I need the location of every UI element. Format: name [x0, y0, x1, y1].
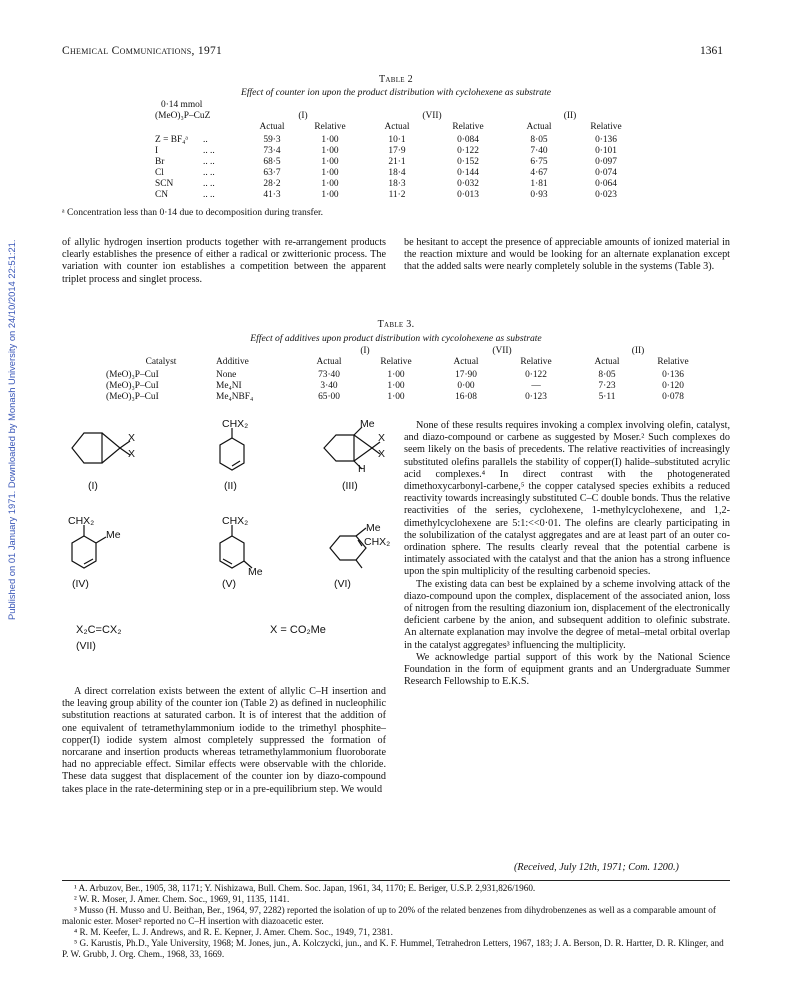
table2-cell: 18·4: [388, 168, 406, 178]
table3-row: [106, 392, 704, 403]
table2-cell: 1·81: [530, 179, 548, 189]
structure-v-me: Me: [248, 566, 263, 578]
table3-cell: 0·122: [525, 370, 547, 380]
table2-row-dots: .. ..: [203, 190, 215, 200]
structure-iii-h: H: [358, 463, 366, 475]
table2-row-label: SCN: [155, 179, 174, 189]
table2-cell: 0·144: [457, 168, 479, 178]
table3-cell: 65·00: [318, 392, 340, 402]
table2-cell: 0·023: [595, 190, 617, 200]
table3-cell: —: [531, 381, 541, 391]
table2-cell: 0·084: [457, 135, 479, 145]
table2-row-label: I: [155, 146, 159, 156]
structure-v-label: (V): [222, 578, 236, 590]
paragraph-left-bottom: A direct correlation exists between the extent of allylic C–H insertion and the leaving group ability of the counter ion (Table 2) as defined in nucleophilic substitution reactions at saturated carbon. It is of interest that the addition of one equivalent of tetramethylammonium iodide to the trimethyl phosphite–copper(I) iodide system almost completely suppressed the formation of norcarane and insertion products whereas tetramethylammonium fluoroborate had no appreciable effect. Similar effects were observable with the chloride. These data suggest that displacement of the counter ion by diazo-compound takes place in the rate-determining step or in a pre-equilibrium step. We would: [62, 686, 386, 795]
table3-cell: 73·40: [318, 370, 340, 380]
table2-cell: 1·00: [321, 168, 339, 178]
table2-corner-2: (MeO)₃P–CuZ: [155, 111, 211, 121]
structure-vi-sub: CHX₂: [364, 536, 391, 548]
table2-group: (VII): [422, 111, 442, 121]
table3-cell: 8·05: [598, 370, 616, 380]
table3-head: Actual: [594, 357, 620, 367]
table3-head: Catalyst: [145, 357, 177, 367]
table2-cell: 1·00: [321, 157, 339, 167]
structure-iv-sub: CHX₂: [68, 515, 95, 527]
download-notice: Published on 01 January 1971. Downloaded by Monash University on 24/10/2014 22:51:21.: [6, 239, 17, 620]
structure-iii-label: (III): [342, 480, 358, 492]
table2-row: [155, 157, 637, 168]
table2-cell: 28·2: [263, 179, 281, 189]
table2-cell: 73·4: [263, 146, 281, 156]
table2-cell: 0·097: [595, 157, 617, 167]
page-number: 1361: [700, 45, 723, 57]
table3-group: (II): [631, 346, 645, 356]
table3-cell: 7·23: [598, 381, 616, 391]
table2-cell: 1·00: [321, 135, 339, 145]
table2-cell: 4·67: [530, 168, 548, 178]
table2-cell: 10·1: [388, 135, 406, 145]
table2-row-dots: .. ..: [203, 179, 215, 189]
table2-cell: 0·074: [595, 168, 617, 178]
table3: [106, 346, 704, 403]
table2-row: [155, 135, 637, 146]
table2-footnote: ᵃ Concentration less than 0·14 due to decomposition during transfer.: [62, 207, 324, 218]
structure-i-x1: X: [128, 432, 136, 444]
table3-catalyst: (MeO)₃P–CuI: [106, 392, 159, 402]
table3-additive: None: [216, 370, 237, 380]
structure-vii-formula: X₂C=CX₂: [76, 624, 122, 636]
table2-cell: 18·3: [388, 179, 406, 189]
table2-row-dots: .. ..: [203, 168, 215, 178]
structure-v-ring: [220, 536, 244, 568]
table2-subhead: Relative: [452, 122, 484, 132]
table3-cell: 0·136: [662, 370, 684, 380]
table2-cell: 59·3: [263, 135, 281, 145]
table2-cell: 11·2: [388, 190, 406, 200]
table2-cell: 41·3: [263, 190, 281, 200]
table2-row-label: Cl: [155, 168, 164, 178]
structure-i-ring: [72, 433, 102, 463]
table2-cell: 63·7: [263, 168, 281, 178]
structures-figure: [62, 418, 392, 668]
structure-i-cyclopropane: [102, 433, 120, 463]
references: [62, 883, 730, 960]
paragraph-right-1: None of these results requires invoking a complex involving olefin, catalyst, and diazo-compound or carbene as suggested by Moser.² Such complexes do seem likely on the basis of precedents. The relative reactivities of increasingly substituted olefins parallels the stability of copper(I) halide–substituted acrylic acid complexes.⁴ In direct contrast with the photogenerated dimethoxycarbonyl-carbene,⁵ the copper catalysed species exhibits a reduced reactivity towards increasingly substituted C–C double bonds. Thus the relative reactivities of the series, cyclohexene, 1-methylcyclohexene, and 1,2-dimethylcyclohexene are 5:1:<<0·01. The olefins are clearly participating in the solubilization of the catalyst aggregates and are at least part of an outer co-ordination sphere. The results clearly reveal that the potential carbene is intimately associated with the catalyst and that the anion has a strong influence upon the spin multiplicity of the resulting carbenoid species.: [404, 420, 730, 578]
x-definition: X = CO₂Me: [270, 624, 326, 636]
paragraph-left-top: of allylic hydrogen insertion products together with re-arrangement products clearly establishes the presence of either a radical or zwitterionic process. The variation with counter ion establishes a competition between the apparent triplet process and singlet process.: [62, 237, 386, 285]
table3-catalyst: (MeO)₃P–CuI: [106, 370, 159, 380]
table3-cell: 1·00: [387, 370, 405, 380]
structure-ii-sub: CHX₂: [222, 418, 249, 430]
reference-3: ³ Musso (H. Musso and U. Beithan, Ber., 1964, 97, 2282) reported the isolation of up to 20% of the related benzenes from dihydrobenzenes as well as a comparable amount of malonic ester. Moser² reported no C–H insertion with diazoacetic ester.: [62, 905, 716, 926]
table2-cell: 1·00: [321, 146, 339, 156]
paragraph-right-2: The existing data can best be explained by a scheme involving attack of the diazo-compound upon the complex, displacement of the associated anion, loss of nitrogen from the resulting diazonium ion, displacement of the electronically deficient carbene by the anion, and subsequent addition to olefinic substrate. An alternate explanation may involve the degree of metal–metal orbital overlap in the catalyst aggregates³ influencing the multiplicity.: [404, 578, 730, 651]
table2-cell: 0·152: [457, 157, 479, 167]
table3-cell: 1·00: [387, 381, 405, 391]
table2-subhead: Relative: [590, 122, 622, 132]
journal-header: Chemical Communications, 1971: [62, 45, 223, 57]
table2-row: [155, 179, 637, 190]
reference-4: ⁴ R. M. Keefer, L. J. Andrews, and R. E. Kepner, J. Amer. Chem. Soc., 1949, 71, 2381.: [74, 927, 393, 937]
table2-group: (I): [298, 111, 308, 121]
table3-cell: 1·00: [387, 392, 405, 402]
table2-row-dots: .. ..: [203, 146, 215, 156]
table3-additive: Me₄NBF₄: [216, 392, 254, 402]
table3-head: Relative: [520, 357, 552, 367]
table2-subhead: Actual: [526, 122, 552, 132]
table3-row: [106, 381, 704, 392]
table3-cell: 17·90: [455, 370, 477, 380]
table3-cell: 3·40: [320, 381, 338, 391]
table3-head: Actual: [316, 357, 342, 367]
table3-catalyst: (MeO)₃P–CuI: [106, 381, 159, 391]
structure-iii-x2: X: [378, 448, 386, 460]
table3-additive: Me₄NI: [216, 381, 242, 391]
table2-cell: 6·75: [530, 157, 548, 167]
table2-group: (II): [563, 111, 577, 121]
table2-cell: 0·101: [595, 146, 617, 156]
structure-iii-x1: X: [378, 432, 386, 444]
table3-cell: 0·123: [525, 392, 547, 402]
structure-iv-me: Me: [106, 529, 121, 541]
structure-iii-me: Me: [360, 418, 375, 430]
table2-corner-1: 0·14 mmol: [161, 100, 203, 110]
reference-1: ¹ A. Arbuzov, Ber., 1905, 38, 1171; Y. Nishizawa, Bull. Chem. Soc. Japan, 1961, 34, 1170; E. Beriger, U.S.P. 2,931,826/1960.: [74, 883, 536, 893]
table2-row-dots: ..: [203, 135, 208, 145]
table2-label: Table 2: [379, 74, 413, 85]
structure-i-label: (I): [88, 480, 98, 492]
table3-label: Table 3.: [377, 319, 415, 330]
table2-subhead: Actual: [384, 122, 410, 132]
paragraph-right-top: be hesitant to accept the presence of appreciable amounts of ionized material in the reaction mixture and would be looking for an alternate explanation except that the added salts were nearly completely soluble in the systems (Table 3).: [404, 237, 730, 273]
table2-row-label: Z = BF₄ᵃ: [155, 135, 189, 145]
structure-v-sub: CHX₂: [222, 515, 249, 527]
table2-row-label: CN: [155, 190, 169, 200]
table2-cell: 0·136: [595, 135, 617, 145]
structure-iv-label: (IV): [72, 578, 89, 590]
structure-i-x2: X: [128, 448, 136, 460]
table2-cell: 0·032: [457, 179, 479, 189]
structure-vi-ring: [330, 536, 366, 560]
table2-cell: 17·9: [388, 146, 406, 156]
table2-row-dots: .. ..: [203, 157, 215, 167]
table2-cell: 21·1: [388, 157, 406, 167]
received-date: (Received, July 12th, 1971; Com. 1200.): [514, 862, 679, 873]
table2-cell: 0·013: [457, 190, 479, 200]
table2: [155, 100, 637, 201]
reference-2: ² W. R. Moser, J. Amer. Chem. Soc., 1969, 91, 1135, 1141.: [74, 894, 290, 904]
references-rule: [62, 880, 730, 881]
table2-cell: 0·064: [595, 179, 617, 189]
table3-cell: 0·120: [662, 381, 684, 391]
structure-vi-label: (VI): [334, 578, 351, 590]
table2-row-label: Br: [155, 157, 165, 167]
table3-head: Actual: [453, 357, 479, 367]
table2-caption: Effect of counter ion upon the product distribution with cyclohexene as substrate: [240, 87, 552, 98]
reference-5: ⁵ G. Karustis, Ph.D., Yale University, 1968; M. Jones, jun., A. Kolczycki, jun., and K. F. Hummel, Tetrahedron Letters, 1967, 183; J. A. Berson, D. R. Hartter, D. R. Klinger, and P. W. Grubb, J. Org. Chem., 1968, 33, 1669.: [62, 938, 724, 959]
structure-iv-ring: [72, 536, 96, 568]
table2-subhead: Relative: [314, 122, 346, 132]
structure-iii-ring: [324, 435, 354, 461]
table2-cell: 7·40: [530, 146, 548, 156]
table2-row: [155, 190, 637, 201]
table2-row: [155, 146, 637, 157]
table2-cell: 0·122: [457, 146, 479, 156]
structure-ii-ring: [220, 438, 244, 470]
table3-head: Relative: [657, 357, 689, 367]
table3-cell: 0·00: [457, 381, 475, 391]
table3-group: (I): [360, 346, 370, 356]
table2-cell: 68·5: [263, 157, 281, 167]
table3-head: Relative: [380, 357, 412, 367]
table2-cell: 8·05: [530, 135, 548, 145]
table2-cell: 1·00: [321, 179, 339, 189]
table2-cell: 1·00: [321, 190, 339, 200]
table3-head: Additive: [216, 357, 249, 367]
structure-vii-label: (VII): [76, 640, 96, 652]
paragraph-right-column: [404, 420, 730, 688]
table3-caption: Effect of additives upon product distribution with cycolohexene as substrate: [250, 333, 542, 344]
paragraph-right-3: We acknowledge partial support of this work by the National Science Foundation in the form of equipment grants and an Undergraduate Summer Research Fellowship to E.K.S.: [404, 651, 730, 688]
structure-ii-label: (II): [224, 480, 237, 492]
table3-row: [106, 370, 704, 381]
table3-cell: 16·08: [455, 392, 477, 402]
table2-cell: 0·93: [530, 190, 548, 200]
table2-subhead: Actual: [259, 122, 285, 132]
table3-cell: 0·078: [662, 392, 684, 402]
table3-cell: 5·11: [598, 392, 616, 402]
structure-vi-me: Me: [366, 522, 381, 534]
table2-row: [155, 168, 637, 179]
table3-group: (VII): [492, 346, 512, 356]
